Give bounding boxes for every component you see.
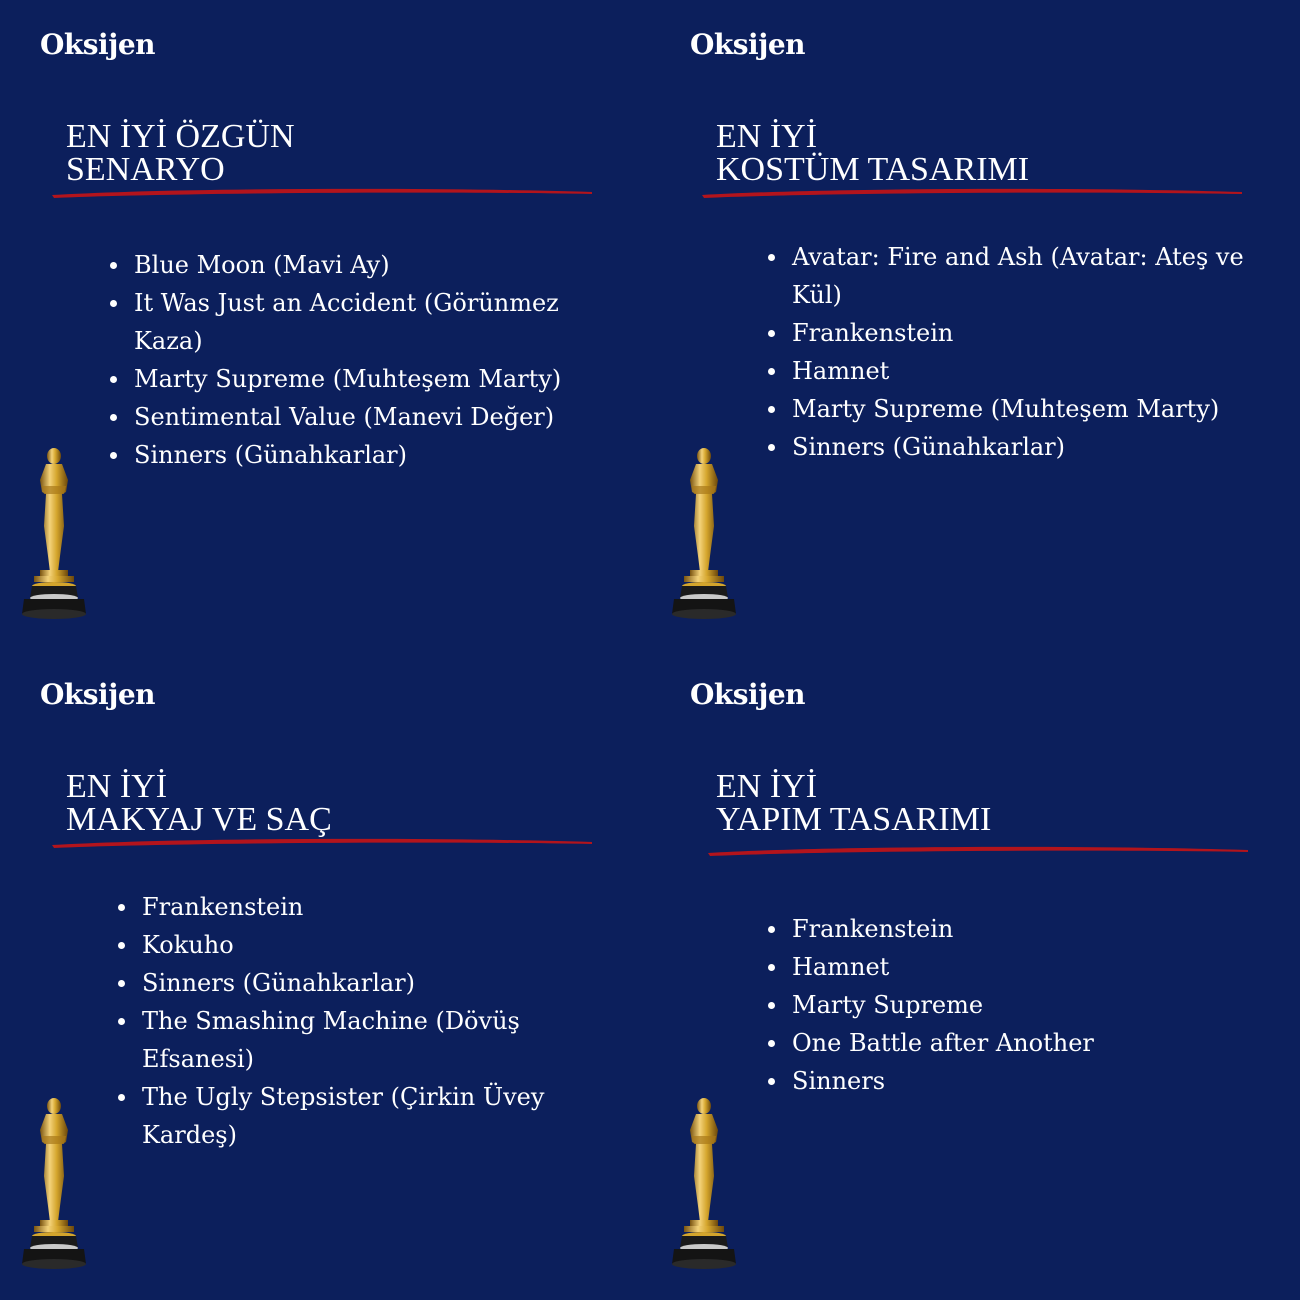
category-panel-2 <box>650 0 1300 650</box>
category-title <box>66 770 332 836</box>
oscar-statuette-icon <box>18 1096 90 1272</box>
category-title-line2: YAPIM TASARIMI <box>716 801 992 838</box>
nominee-item: Hamnet <box>766 352 1266 390</box>
category-title-line1: EN İYİ <box>716 118 818 155</box>
category-title-line2: MAKYAJ VE SAÇ <box>66 801 332 838</box>
category-title-line1: EN İYİ <box>66 768 168 805</box>
category-title <box>66 120 295 186</box>
red-underline <box>708 844 1248 858</box>
nominee-item: One Battle after Another <box>766 1024 1266 1062</box>
nominee-list <box>116 888 586 1154</box>
oscar-statuette-icon <box>668 446 740 622</box>
brand-logo: Oksijen <box>690 28 805 61</box>
brand-logo: Oksijen <box>40 678 155 711</box>
nominee-item: Sinners (Günahkarlar) <box>108 436 628 474</box>
category-title-line1: EN İYİ ÖZGÜN <box>66 118 295 155</box>
nominee-item: Marty Supreme <box>766 986 1266 1024</box>
nominee-item: Hamnet <box>766 948 1266 986</box>
brand-logo: Oksijen <box>690 678 805 711</box>
oscar-statuette-icon <box>668 1096 740 1272</box>
nominee-item: It Was Just an Accident (Görünmez Kaza) <box>108 284 628 360</box>
nominee-list <box>108 246 628 474</box>
nominee-item: Sinners <box>766 1062 1266 1100</box>
category-panel-1 <box>0 0 650 650</box>
nominee-list <box>766 910 1266 1100</box>
category-title <box>716 770 991 836</box>
category-title-line2: KOSTÜM TASARIMI <box>716 151 1030 188</box>
brand-logo: Oksijen <box>40 28 155 61</box>
nominee-item: Marty Supreme (Muhteşem Marty) <box>108 360 628 398</box>
nominee-item: Sentimental Value (Manevi Değer) <box>108 398 628 436</box>
red-underline <box>702 186 1242 200</box>
nominee-item: The Smashing Machine (Dövüş Efsanesi) <box>116 1002 586 1078</box>
nominee-item: Marty Supreme (Muhteşem Marty) <box>766 390 1266 428</box>
nominee-item: Blue Moon (Mavi Ay) <box>108 246 628 284</box>
nominee-item: Frankenstein <box>116 888 586 926</box>
red-underline <box>52 186 592 200</box>
oscar-statuette-icon <box>18 446 90 622</box>
nominee-list <box>766 238 1266 466</box>
red-underline <box>52 836 592 850</box>
nominee-item: Kokuho <box>116 926 586 964</box>
category-panel-4 <box>650 650 1300 1300</box>
nominee-item: The Ugly Stepsister (Çirkin Üvey Kardeş) <box>116 1078 586 1154</box>
nominee-item: Sinners (Günahkarlar) <box>766 428 1266 466</box>
category-title-line2: SENARYO <box>66 151 225 188</box>
nominee-item: Sinners (Günahkarlar) <box>116 964 586 1002</box>
nominee-item: Frankenstein <box>766 314 1266 352</box>
category-panel-3 <box>0 650 650 1300</box>
nominee-item: Avatar: Fire and Ash (Avatar: Ateş ve Kül) <box>766 238 1266 314</box>
category-title <box>716 120 1029 186</box>
nominee-item: Frankenstein <box>766 910 1266 948</box>
category-title-line1: EN İYİ <box>716 768 818 805</box>
